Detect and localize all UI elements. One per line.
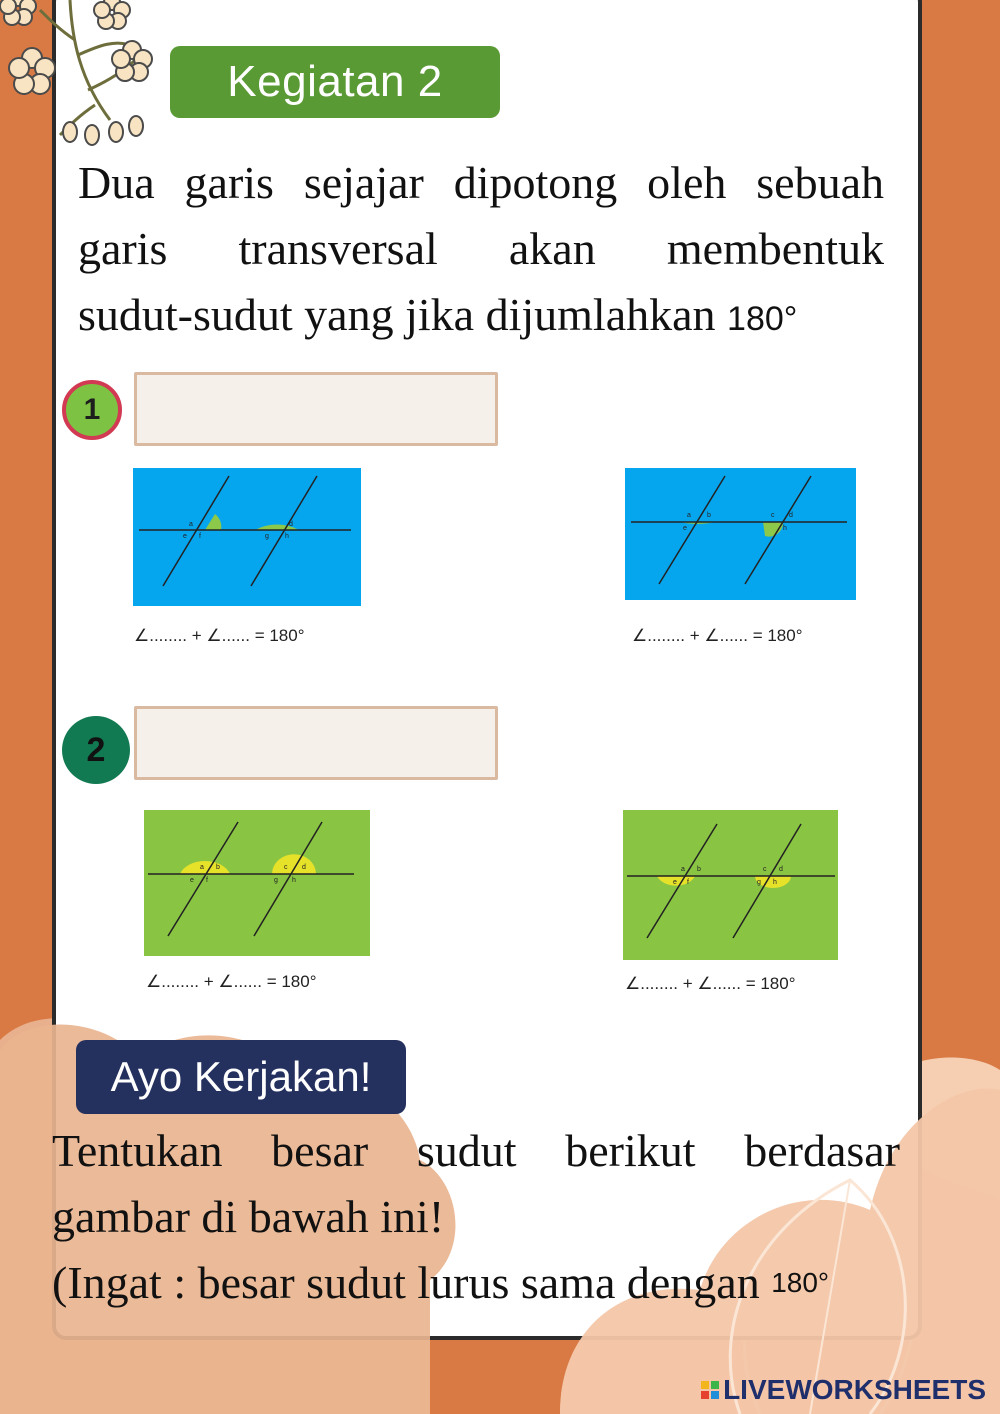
figure-1b [625, 468, 856, 600]
figure-2b [623, 810, 838, 960]
task-line-3 [52, 1250, 900, 1316]
figure-1a [133, 468, 361, 606]
intro-line-1: Dua garis sejajar dipotong oleh sebuah [78, 157, 884, 208]
section-2-number-badge: 2 [62, 716, 130, 784]
liveworksheets-logo-icon [701, 1381, 719, 1399]
label-f: f [687, 879, 689, 886]
label-b: b [697, 866, 701, 873]
flower-3 [94, 0, 130, 29]
flower-4 [0, 0, 36, 25]
label-h: h [285, 533, 289, 540]
label-h: h [783, 525, 787, 532]
label-a: a [681, 866, 685, 873]
liveworksheets-brand[interactable] [701, 1374, 986, 1406]
flower-1 [9, 48, 55, 94]
label-g: g [265, 533, 269, 540]
task-line-1: Tentukan besar sudut berikut berdasar [52, 1125, 900, 1176]
label-h: h [773, 879, 777, 886]
intro-line-3-text: sudut-sudut yang jika dijumlahkan [78, 289, 716, 340]
brand-name: LIVEWORKSHEETS [723, 1374, 986, 1405]
task-line-2: gambar di bawah ini! [52, 1191, 445, 1242]
label-c: c [771, 512, 775, 519]
label-a: a [189, 521, 193, 528]
label-e: e [183, 533, 187, 540]
intro-degree: 180° [727, 300, 798, 338]
label-d: d [289, 521, 293, 528]
ayo-kerjakan-heading: Ayo Kerjakan! [76, 1040, 406, 1114]
section-2-answer-box[interactable] [134, 706, 498, 780]
label-a: a [687, 512, 691, 519]
label-h: h [292, 877, 296, 884]
label-d: d [789, 512, 793, 519]
label-f: f [199, 533, 201, 540]
intro-paragraph [78, 150, 884, 352]
section-2-equation-b: ∠........ + ∠...... = 180° [625, 974, 796, 993]
section-1-answer-box[interactable] [134, 372, 498, 446]
section-1-equation-a: ∠........ + ∠...... = 180° [134, 626, 305, 645]
label-b: b [216, 864, 220, 871]
section-2-equation-a: ∠........ + ∠...... = 180° [146, 972, 317, 991]
flower-decoration [0, 0, 170, 150]
label-d: d [302, 864, 306, 871]
label-f: f [206, 877, 208, 884]
section-1-equation-b: ∠........ + ∠...... = 180° [632, 626, 803, 645]
figure-1b-diagram [625, 468, 856, 600]
intro-line-3 [78, 282, 884, 352]
label-e: e [190, 877, 194, 884]
figure-2a-diagram [144, 810, 370, 956]
figure-2b-diagram [623, 810, 838, 960]
label-c: c [284, 864, 288, 871]
figure-2a [144, 810, 370, 956]
label-b: b [707, 512, 711, 519]
label-g: g [757, 879, 761, 886]
label-a: a [200, 864, 204, 871]
intro-line-2: garis transversal akan membentuk [78, 223, 884, 274]
section-1-number-badge: 1 [62, 380, 122, 440]
task-instructions [52, 1118, 900, 1316]
label-d: d [779, 866, 783, 873]
label-e: e [673, 879, 677, 886]
task-degree: 180° [771, 1267, 830, 1298]
figure-1a-diagram [133, 468, 361, 606]
label-g: g [274, 877, 278, 884]
task-line-3-text: (Ingat : besar sudut lurus sama dengan [52, 1257, 760, 1308]
label-e: e [683, 525, 687, 532]
activity-title: Kegiatan 2 [170, 46, 500, 118]
label-c: c [763, 866, 767, 873]
